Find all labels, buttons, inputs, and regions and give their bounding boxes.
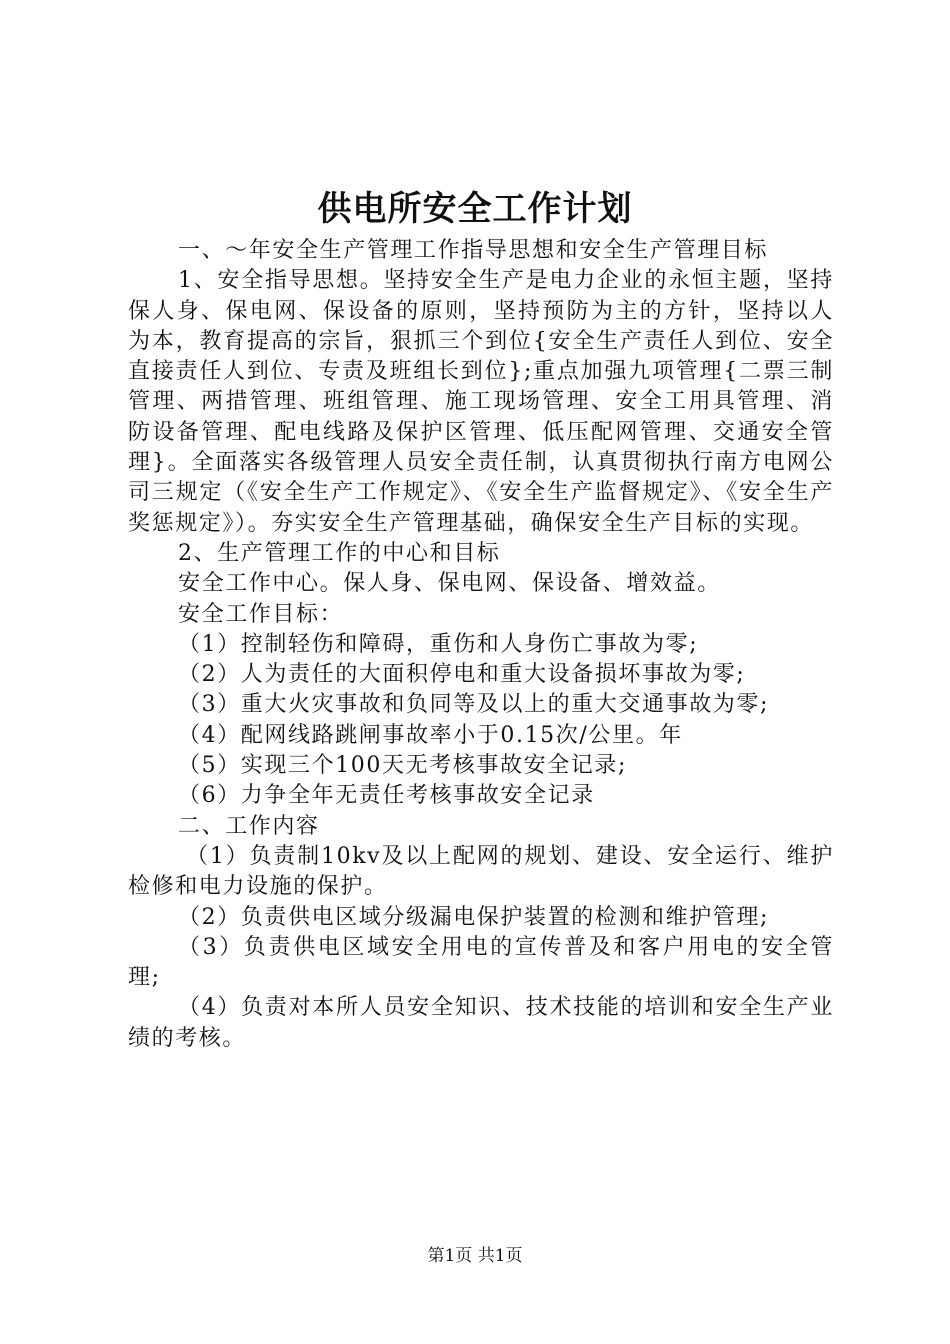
goal-item-2: （2）人为责任的大面积停电和重大设备损坏事故为零; bbox=[178, 662, 746, 688]
goal-item-6: （6）力争全年无责任考核事故安全记录 bbox=[178, 783, 595, 809]
section-heading-2: 二、工作内容 bbox=[178, 813, 320, 839]
goal-item-5: （5）实现三个100天无考核事故安全记录; bbox=[178, 753, 628, 779]
work-item-4: （4）负责对本所人员安全知识、技术技能的培训和安全生产业绩的考核。 bbox=[128, 995, 834, 1051]
goal-item-4: （4）配网线路跳闸事故率小于0.15次/公里。年 bbox=[178, 722, 683, 748]
goal-item-3: （3）重大火灾事故和负同等及以上的重大交通事故为零; bbox=[178, 692, 770, 718]
paragraph-subheading-2: 2、生产管理工作的中心和目标 bbox=[178, 540, 501, 566]
work-item-1: （1）负责制10kv及以上配网的规划、建设、安全运行、维护检修和电力设施的保护。 bbox=[128, 843, 834, 900]
page-footer: 第1页 共1页 bbox=[427, 1246, 523, 1266]
work-item-3: （3）负责供电区域安全用电的宣传普及和客户用电的安全管理; bbox=[128, 934, 834, 991]
paragraph-safety-center: 安全工作中心。保人身、保电网、保设备、增效益。 bbox=[178, 571, 721, 597]
goal-item-1: （1）控制轻伤和障碍，重伤和人身伤亡事故为零; bbox=[178, 631, 699, 657]
paragraph-safety-goals-label: 安全工作目标： bbox=[178, 601, 344, 627]
paragraph-safety-guidance: 1、安全指导思想。坚持安全生产是电力企业的永恒主题，坚持保人身、保电网、保设备的原则，坚持预防为主的方针，坚持以人为本，教育提高的宗旨，狠抓三个到位{安全生产责任人到位、安全直接责任人到位、专责及班组长到位};重点加强九项管理{二票三制管理、两措管理、班组管理、施工现场管理、安全工用具管理、消防设备管理、配电线路及保护区管理、低压配网管理、交通安全管理}。全面落实各级管理人员安全责任制，认真贯彻执行南方电网公司三规定（《安全生产工作规定》、《安全生产监督规定》、《安全生产奖惩规定》）。夯实安全生产管理基础，确保安全生产目标的实现。 bbox=[128, 268, 834, 536]
document-body bbox=[128, 236, 834, 1054]
work-item-2: （2）负责供电区域分级漏电保护装置的检测和维护管理; bbox=[178, 904, 770, 930]
document-title: 供电所安全工作计划 bbox=[317, 189, 633, 229]
section-heading-1: 一、～年安全生产管理工作指导思想和安全生产管理目标 bbox=[178, 238, 769, 263]
